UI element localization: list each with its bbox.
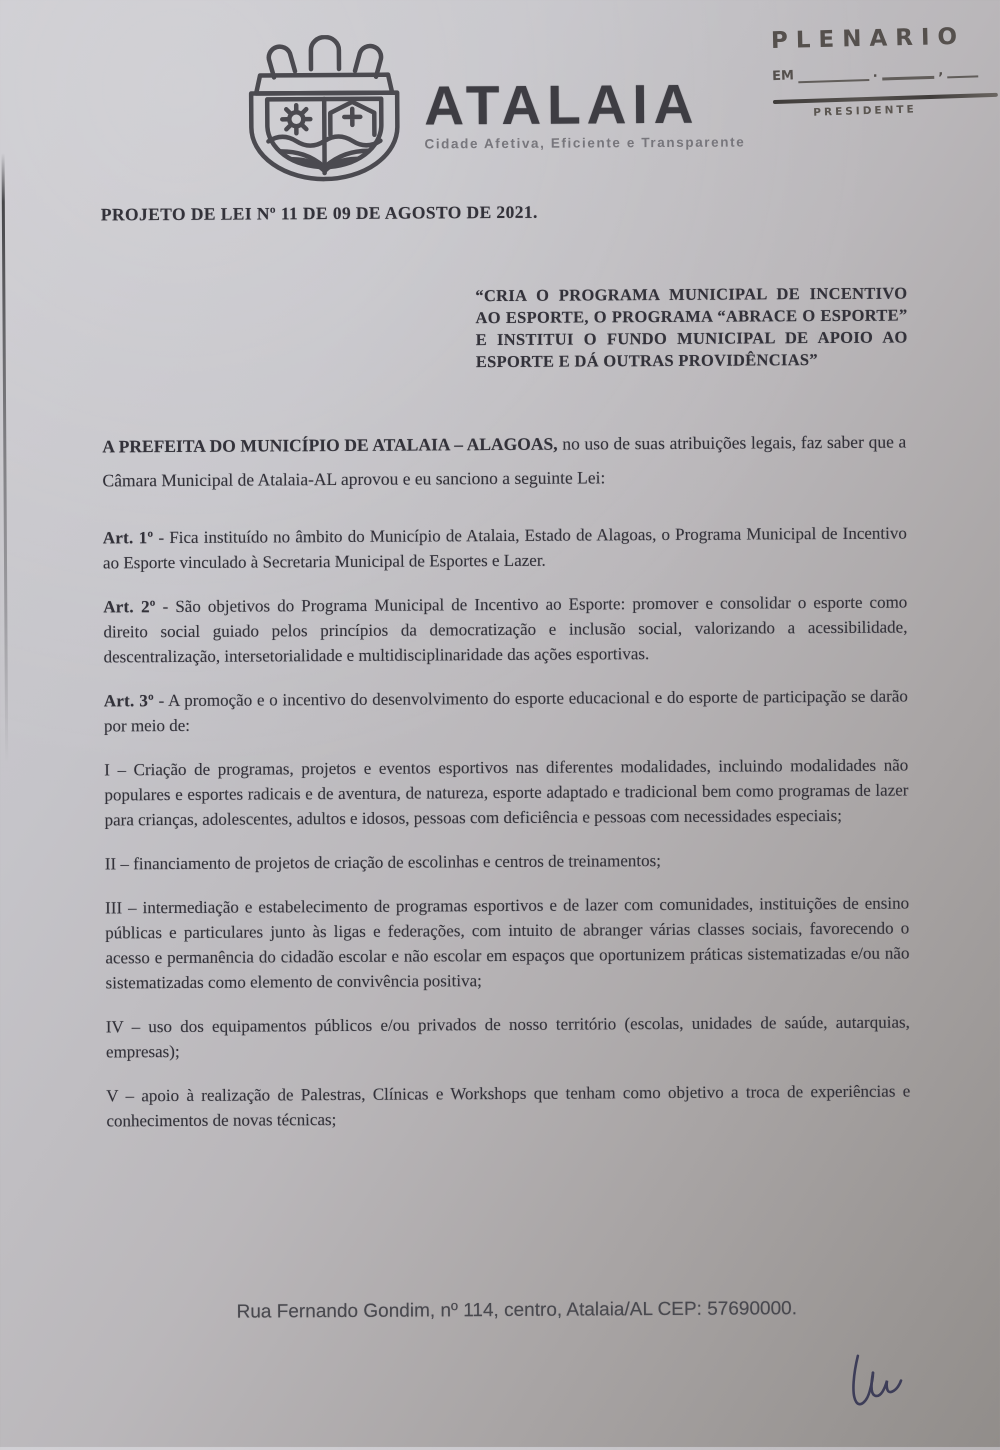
item-iii-text: – intermediação e estabelecimento de programas esportivos e de lazer com comunidades, instituições de ensino públicas e particulares junto às ligas e federações, com intuito de abranger várias classes sociais, favorecendo o acesso e permanência do cidadão escolar e não escolar em espaços que oportunizem práticas sistematizadas e/ou não sistematizadas como elemento de convivência positiva;: [105, 893, 910, 993]
stamp-title: PLENARIO: [770, 23, 966, 54]
stamp-punct: .: [872, 65, 878, 81]
stamp-blank-line: [947, 65, 978, 78]
stamp-blank-line: [798, 69, 869, 83]
stamp-punct: ,: [938, 63, 944, 79]
item-iv-paragraph: [106, 1010, 910, 1065]
article-1-text: - Fica instituído no âmbito do Município de Atalaia, Estado de Alagoas, o Programa Municipal de Incentivo ao Esporte vinculado à Secretaria Municipal de Esportes e Lazer.: [102, 523, 907, 573]
article-3-text: - A promoção e o incentivo do desenvolvimento do esporte educacional e do esporte de participação se darão por meio de:: [103, 686, 908, 736]
plenario-stamp: [771, 22, 984, 120]
article-3-paragraph: [104, 684, 908, 739]
logo-tagline: Cidade Afetiva, Eficiente e Transparente: [424, 134, 746, 152]
item-iii-paragraph: [105, 891, 910, 996]
preamble-text: no uso de suas atribuições legais, faz saber que a Câmara Municipal de Atalaia-AL aprovou e eu sanciono a seguinte Lei:: [102, 431, 907, 491]
item-i-lead: I: [104, 760, 111, 780]
item-ii-text: – financiamento de projetos de criação de escolinhas e centros de treinamentos;: [116, 851, 661, 874]
law-document-body: [101, 200, 911, 1134]
stamp-em-label: EM: [771, 68, 795, 85]
article-3-lead: Art. 3º: [103, 691, 154, 711]
article-1-lead: Art. 1º: [102, 528, 154, 548]
article-1-paragraph: [103, 521, 907, 576]
article-2-paragraph: [103, 590, 907, 670]
article-2-text: - São objetivos do Programa Municipal de Incentivo ao Esporte: promover e consolidar o esporte como direito social guiado pelos princípios da democratização e inclusão social, valorizando a acessibilidade, descentralização, intersetorialidade e multidisciplinaridade das ações esportivas.: [103, 592, 908, 667]
preamble-paragraph: [102, 425, 906, 498]
stamp-date-row: [772, 62, 982, 84]
paper-edge-shadow: [2, 153, 9, 763]
atalaia-coat-of-arms-icon: [238, 35, 411, 184]
logo-wordmark: [424, 72, 746, 152]
item-ii-lead: II: [104, 854, 117, 874]
item-iv-text: – uso dos equipamentos públicos e/ou privados de nosso território (escolas, unidades de saúde, autarquias, empresas);: [105, 1012, 910, 1062]
law-epigraph: “CRIA O PROGRAMA MUNICIPAL DE INCENTIVO AO ESPORTE, O PROGRAMA “ABRACE O ESPORTE” E INSTITUI O FUNDO MUNICIPAL DE APOIO AO ESPORTE E DÁ OUTRAS PROVIDÊNCIAS”: [475, 283, 908, 372]
item-v-paragraph: [106, 1079, 910, 1134]
item-v-text: – apoio à realização de Palestras, Clínicas e Workshops que tenham como objetivo a troca de experiências e conhecimentos de novas técnicas;: [106, 1081, 911, 1131]
item-ii-paragraph: [105, 847, 909, 877]
item-v-lead: V: [106, 1086, 119, 1106]
logo-title: ATALAIA: [424, 72, 700, 137]
item-i-text: – Criação de programas, projetos e eventos esportivos nas diferentes modalidades, incluindo modalidades não populares e esportes radicais e de aventura, de natureza, esporte adaptado e tradicional bem como programas de lazer para crianças, adolescentes, adultos e idosos, pessoas com deficiência e pessoas com necessidades especiais;: [104, 755, 909, 830]
article-2-lead: Art. 2º: [103, 597, 156, 617]
item-i-paragraph: [104, 753, 908, 833]
stamp-presidente-label: PRESIDENTE: [813, 103, 917, 119]
item-iv-lead: IV: [105, 1017, 124, 1037]
preamble-authority: A PREFEITA DO MUNICÍPIO DE ATALAIA – ALAGOAS,: [102, 433, 558, 457]
stamp-blank-line: [881, 66, 934, 81]
signature-mark: [842, 1345, 914, 1419]
item-iii-lead: III: [105, 898, 123, 918]
address-footer: Rua Fernando Gondim, nº 114, centro, Atalaia/AL CEP: 57690000.: [236, 1298, 798, 1323]
document-title: PROJETO DE LEI Nº 11 DE 09 DE AGOSTO DE 2021.: [100, 201, 538, 225]
